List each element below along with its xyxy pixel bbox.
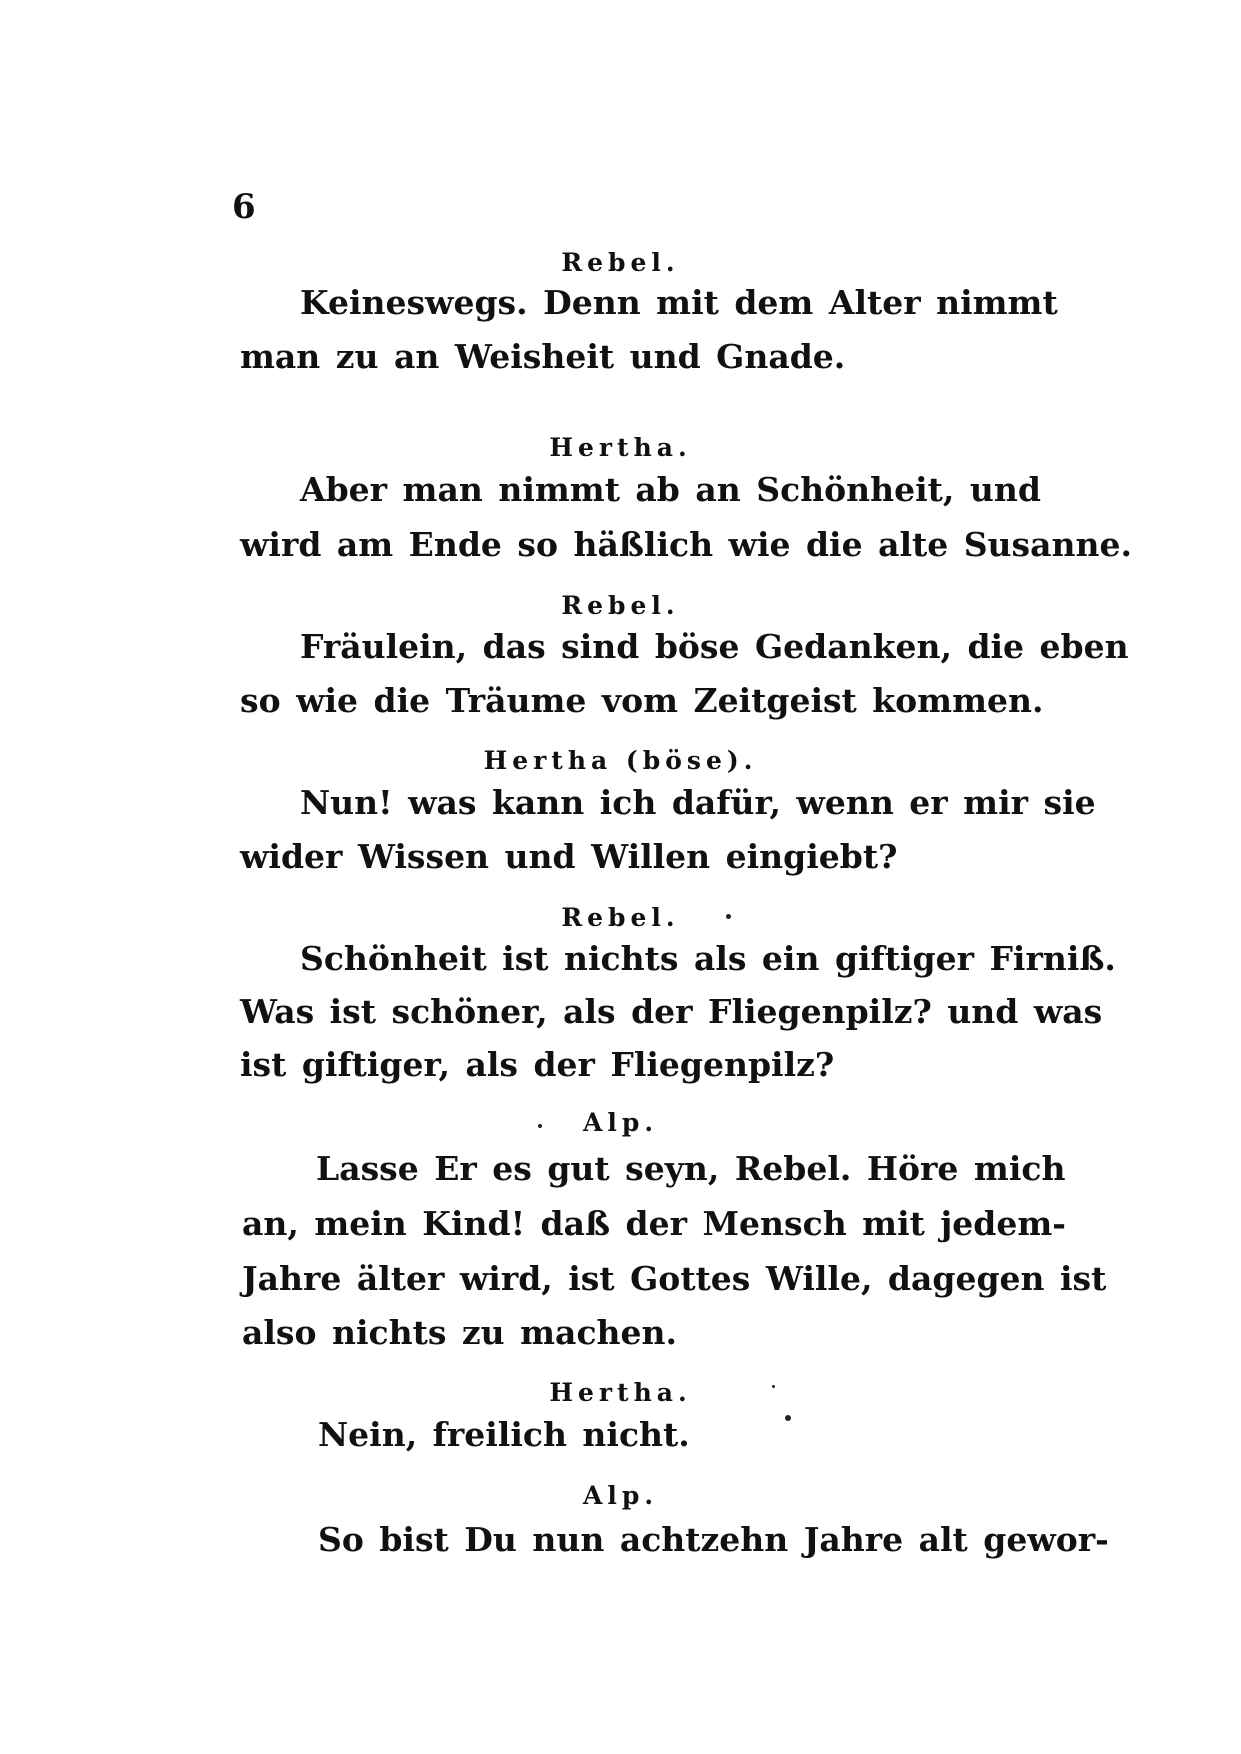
- dialogue-line: Lasse Er es gut seyn, Rebel. Höre mich: [316, 1149, 1066, 1188]
- dialogue-line: wider Wissen und Willen eingiebt?: [240, 837, 898, 876]
- speaker-name: Rebel.: [561, 248, 680, 277]
- speaker-name: Hertha.: [549, 433, 692, 462]
- speaker-name: Rebel.: [561, 903, 680, 932]
- dialogue-line: Nein, freilich nicht.: [318, 1415, 690, 1454]
- ink-speck: [785, 1415, 791, 1421]
- dialogue-line: Keineswegs. Denn mit dem Alter nimmt: [300, 283, 1058, 322]
- dialogue-line: an, mein Kind! daß der Mensch mit jedem-: [242, 1204, 1066, 1243]
- dialogue-line: Was ist schöner, als der Fliegenpilz? und was: [240, 992, 1103, 1031]
- dialogue-line: Aber man nimmt ab an Schönheit, und: [300, 470, 1041, 509]
- speaker-name: Rebel.: [561, 591, 680, 620]
- dialogue-line: So bist Du nun achtzehn Jahre alt gewor-: [318, 1520, 1109, 1559]
- page-number: 6: [232, 187, 256, 227]
- dialogue-line: Fräulein, das sind böse Gedanken, die eben: [300, 627, 1129, 666]
- dialogue-line: also nichts zu machen.: [242, 1313, 678, 1352]
- speaker-name: Hertha (böse).: [483, 746, 758, 775]
- dialogue-line: so wie die Träume vom Zeitgeist kommen.: [240, 681, 1044, 720]
- dialogue-line: Jahre älter wird, ist Gottes Wille, dagegen ist: [242, 1259, 1107, 1298]
- dialogue-line: ist giftiger, als der Fliegenpilz?: [240, 1045, 835, 1084]
- ink-speck: [772, 1385, 775, 1388]
- ink-speck: [726, 914, 731, 919]
- dialogue-line: man zu an Weisheit und Gnade.: [240, 337, 846, 376]
- dialogue-line: wird am Ende so häßlich wie die alte Susanne.: [240, 525, 1132, 564]
- speaker-name: Hertha.: [549, 1378, 692, 1407]
- dialogue-line: Schönheit ist nichts als ein giftiger Firniß.: [300, 939, 1116, 978]
- dialogue-line: Nun! was kann ich dafür, wenn er mir sie: [300, 783, 1096, 822]
- speaker-name: Alp.: [582, 1481, 659, 1510]
- speaker-name: Alp.: [582, 1108, 659, 1137]
